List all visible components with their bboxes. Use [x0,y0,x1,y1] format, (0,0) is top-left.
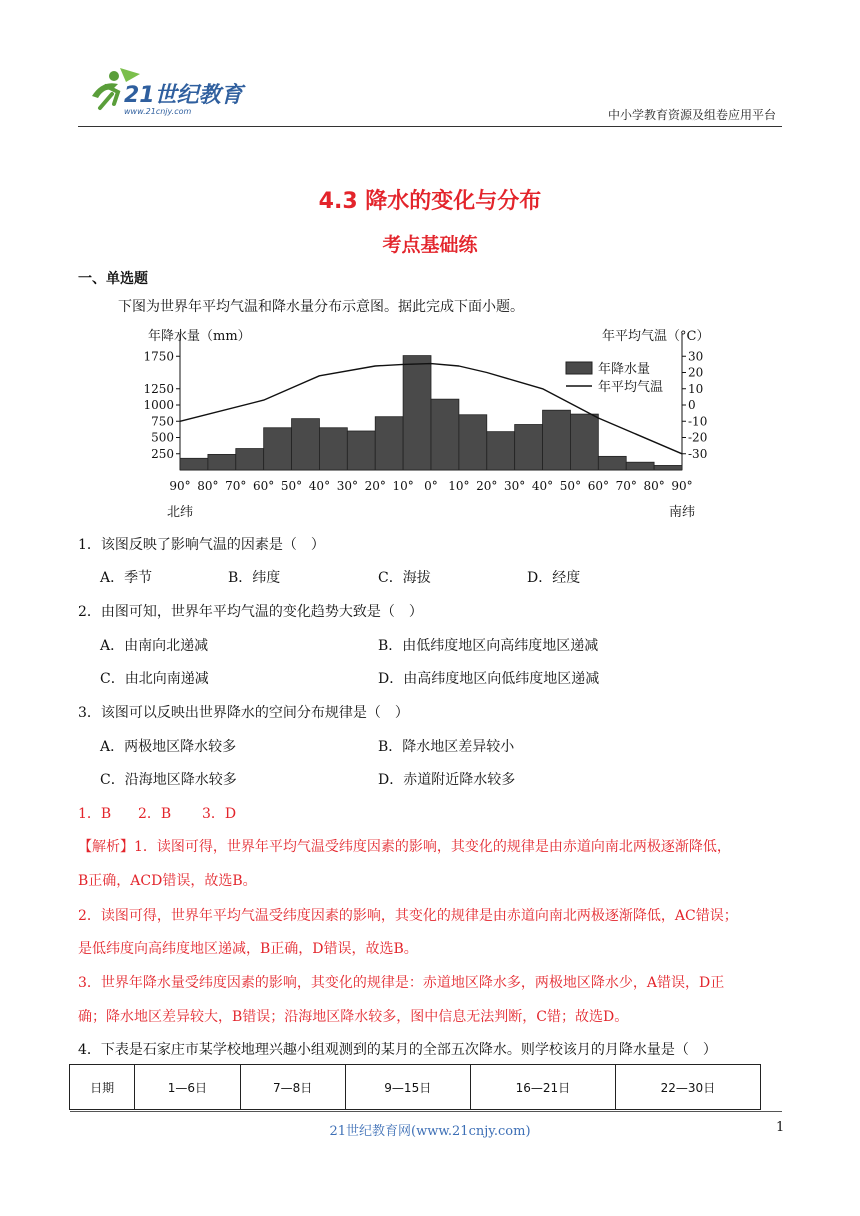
svg-text:www.21cnjy.com: www.21cnjy.com [124,107,192,116]
x-label-north: 北纬 [166,505,194,520]
x-tick-label: 40° [308,479,331,493]
right-tick-label: 10 [688,381,704,396]
left-tick-label: 1750 [143,349,174,364]
question-2-stem: 2．由图可知，世界年平均气温的变化趋势大致是（ ） [78,604,423,620]
precipitation-bar [208,454,236,470]
precipitation-bar [515,425,543,471]
left-axis-title: 年降水量（mm） [148,329,251,344]
precipitation-bar [459,415,487,470]
question-3-option-a[interactable]: A．两极地区降水较多 [100,739,237,755]
platform-label: 中小学教育资源及组卷应用平台 [607,108,776,122]
footer-site[interactable]: 21世纪教育网(www.21cnjy.com) [329,1124,531,1139]
precipitation-bar [598,456,626,470]
legend-line-label: 年平均气温 [598,380,664,395]
precipitation-bar [264,428,292,470]
answer-3: 3．D [202,806,237,822]
question-2-option-d[interactable]: D．由高纬度地区向低纬度地区递减 [378,671,600,687]
question-1-stem: 1．该图反映了影响气温的因素是（ ） [78,537,325,553]
left-tick-label: 750 [151,414,174,429]
precipitation-bar [487,432,515,470]
section-heading: 一、单选题 [78,271,148,287]
intro-text: 下图为世界年平均气温和降水量分布示意图。据此完成下面小题。 [118,299,524,315]
right-tick-label: -20 [688,430,708,445]
right-tick-label: 0 [688,398,696,412]
page-number: 1 [776,1120,785,1135]
precipitation-bar [626,462,654,470]
left-tick-label: 1250 [143,381,174,396]
left-tick-label: 250 [151,446,174,461]
precipitation-bar [403,356,431,470]
x-tick-label: 50° [280,479,303,493]
footer-divider [70,1111,782,1112]
analysis-line: 是低纬度向高纬度地区递减，B正确，D错误，故选B。 [78,941,418,957]
analysis-line: 确；降水地区差异较大，B错误；沿海地区降水较多，图中信息无法判断，C错；故选D。 [78,1009,629,1025]
precipitation-bar [431,399,459,470]
precipitation-bar [292,419,320,470]
answer-2: 2．B [138,806,172,822]
right-axis-title: 年平均气温（°C） [602,329,710,344]
question-2-option-a[interactable]: A．由南向北递减 [100,638,209,654]
x-tick-label: 30° [336,479,358,493]
x-tick-label: 30° [504,479,526,493]
x-tick-label: 60° [253,479,275,493]
x-label-south: 南纬 [668,505,696,520]
site-logo [84,64,254,120]
legend-bar-swatch [566,362,592,374]
question-3-option-c[interactable]: C．沿海地区降水较多 [100,772,237,788]
question-4-stem: 4．下表是石家庄市某学校地理兴趣小组观测到的某月的全部五次降水。则学校该月的月降水量是（ ） [78,1042,717,1058]
x-tick-label: 10° [392,479,414,493]
x-tick-label: 10° [448,479,470,493]
x-tick-label: 70° [225,479,247,493]
x-tick-label: 90° [671,479,693,493]
answer-1: 1．B [78,806,112,822]
x-tick-label: 0° [424,479,438,493]
question-2-option-c[interactable]: C．由北向南递减 [100,671,209,687]
table-header-cell: 9—15日 [345,1065,470,1110]
x-tick-label: 40° [531,479,554,493]
table-header-cell: 1—6日 [135,1065,240,1110]
table-header-cell: 日期 [70,1065,135,1110]
question-1-option-c[interactable]: C．海拔 [378,570,431,586]
precipitation-bar [319,428,347,470]
x-tick-label: 60° [587,479,609,493]
analysis-line: 【解析】1．读图可得，世界年平均气温受纬度因素的影响，其变化的规律是由赤道向南北两极逐渐降低， [78,839,731,855]
x-tick-label: 20° [364,479,386,493]
x-tick-label: 80° [643,479,665,493]
table-header-cell: 22—30日 [615,1065,760,1110]
x-tick-label: 50° [559,479,582,493]
question-3-stem: 3．该图可以反映出世界降水的空间分布规律是（ ） [78,705,409,721]
precipitation-bar [180,458,208,470]
x-tick-label: 80° [197,479,219,493]
header-divider [78,126,782,127]
x-tick-label: 90° [169,479,191,493]
legend-bar-label: 年降水量 [598,362,651,377]
page-subtitle: 考点基础练 [382,234,478,256]
table-row [70,1065,761,1110]
question-1-option-d[interactable]: D．经度 [527,570,581,586]
precipitation-bar [654,465,682,470]
left-tick-label: 500 [151,430,174,445]
question-1-option-b[interactable]: B．纬度 [228,570,281,586]
right-tick-label: 30 [688,349,704,364]
rainfall-table [69,1064,761,1110]
analysis-line: 2．读图可得，世界年平均气温受纬度因素的影响，其变化的规律是由赤道向南北两极逐渐降低，AC错误； [78,908,738,924]
question-3-option-d[interactable]: D．赤道附近降水较多 [378,772,516,788]
page-title: 4.3 降水的变化与分布 [318,189,542,214]
precipitation-bar [236,449,264,470]
analysis-line: 3．世界年降水量受纬度因素的影响，其变化的规律是：赤道地区降水多，两极地区降水少，A错误，D正 [78,975,725,991]
precipitation-bar [570,414,598,470]
right-tick-label: -10 [688,414,708,429]
svg-text:21世纪教育: 21世纪教育 [124,83,243,108]
right-tick-label: -30 [688,446,708,461]
analysis-line: B正确，ACD错误，故选B。 [78,873,257,889]
question-1-option-a[interactable]: A．季节 [100,570,153,586]
right-tick-label: 20 [688,365,704,380]
x-tick-label: 70° [615,479,637,493]
climate-chart [140,320,720,525]
precipitation-bar [375,417,403,470]
question-2-option-b[interactable]: B．由低纬度地区向高纬度地区递减 [378,638,599,654]
precipitation-bar [543,410,571,470]
question-3-option-b[interactable]: B．降水地区差异较小 [378,739,515,755]
table-header-cell: 16—21日 [470,1065,615,1110]
left-tick-label: 1000 [143,398,174,412]
precipitation-bar [347,431,375,470]
table-header-cell: 7—8日 [240,1065,345,1110]
x-tick-label: 20° [476,479,498,493]
